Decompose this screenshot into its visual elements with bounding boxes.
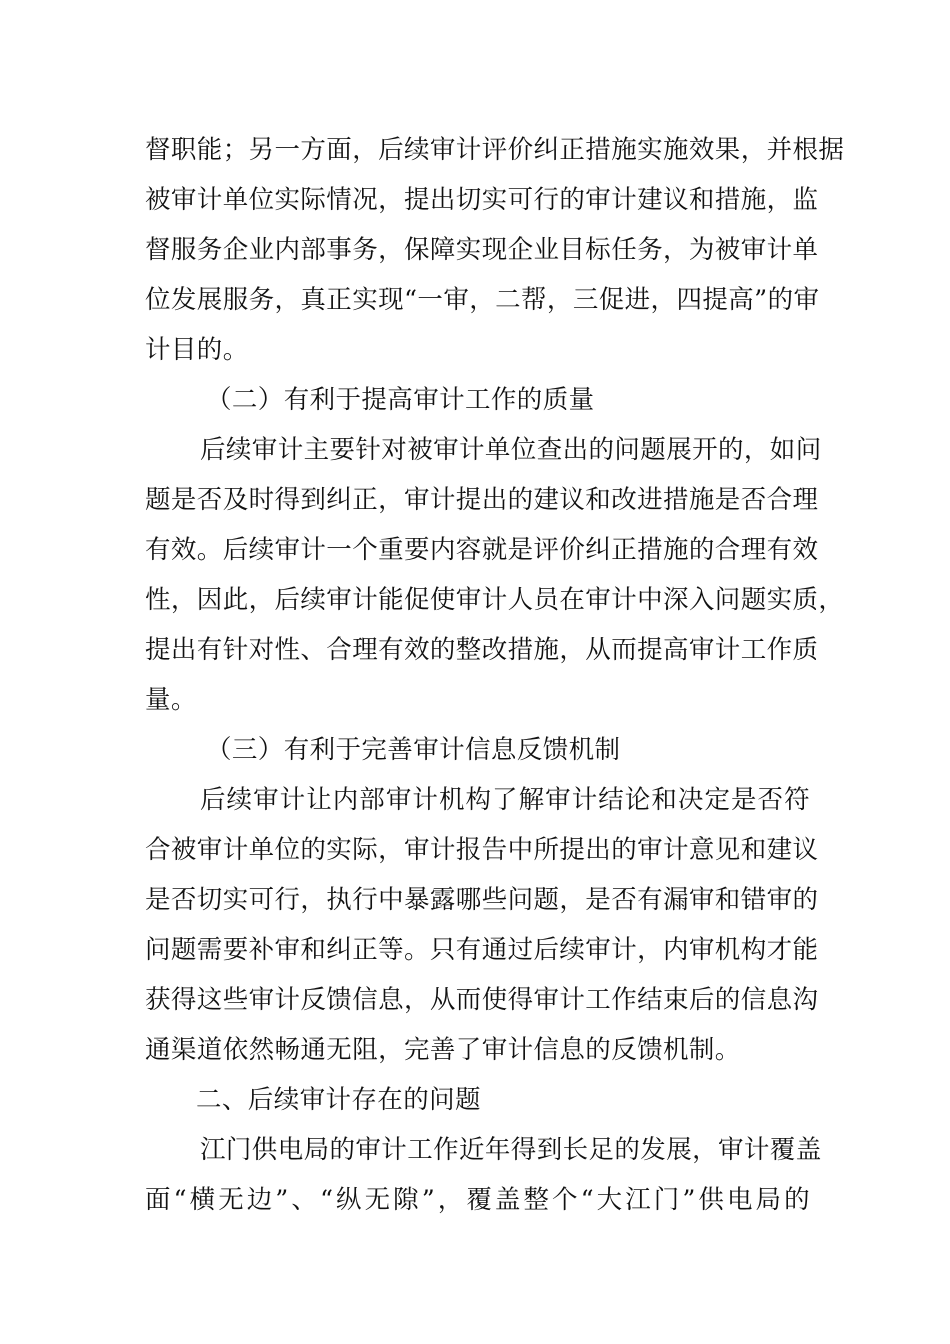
text-line: 江门供电局的审计工作近年得到长足的发展，审计覆盖 [200,1135,822,1165]
text-line: 后续审计让内部审计机构了解审计结论和决定是否符 [200,785,810,815]
text-line: 面“横无边”、“纵无隙”，覆盖整个“大江门”供电局的 [145,1185,810,1215]
section-heading: （二）有利于提高审计工作的质量 [206,385,595,415]
text-line: 性，因此，后续审计能促使审计人员在审计中深入问题实质， [145,585,845,615]
text-line: 获得这些审计反馈信息，从而使得审计工作结束后的信息沟 [145,985,819,1015]
text-line: 问题需要补审和纠正等。只有通过后续审计，内审机构才能 [145,935,819,965]
text-line: 量。 [145,685,197,715]
section-heading: （三）有利于完善审计信息反馈机制 [206,735,621,765]
text-line: 位发展服务，真正实现“一审，二帮，三促进，四提高”的审 [145,285,820,315]
text-line: 督职能；另一方面，后续审计评价纠正措施实施效果，并根据 [145,135,845,165]
text-line: 计目的。 [145,335,249,365]
text-line: 合被审计单位的实际，审计报告中所提出的审计意见和建议 [145,835,819,865]
text-line: 题是否及时得到纠正，审计提出的建议和改进措施是否合理 [145,485,819,515]
text-line: 提出有针对性、合理有效的整改措施，从而提高审计工作质 [145,635,819,665]
text-line: 后续审计主要针对被审计单位查出的问题展开的，如问 [200,435,822,465]
text-line: 有效。后续审计一个重要内容就是评价纠正措施的合理有效 [145,535,819,565]
text-line: 是否切实可行，执行中暴露哪些问题，是否有漏审和错审的 [145,885,819,915]
text-line: 通渠道依然畅通无阻，完善了审计信息的反馈机制。 [145,1035,741,1065]
text-line: 督服务企业内部事务，保障实现企业目标任务，为被审计单 [145,235,819,265]
text-line: 被审计单位实际情况，提出切实可行的审计建议和措施，监 [145,185,819,215]
section-heading: 二、后续审计存在的问题 [196,1085,481,1115]
